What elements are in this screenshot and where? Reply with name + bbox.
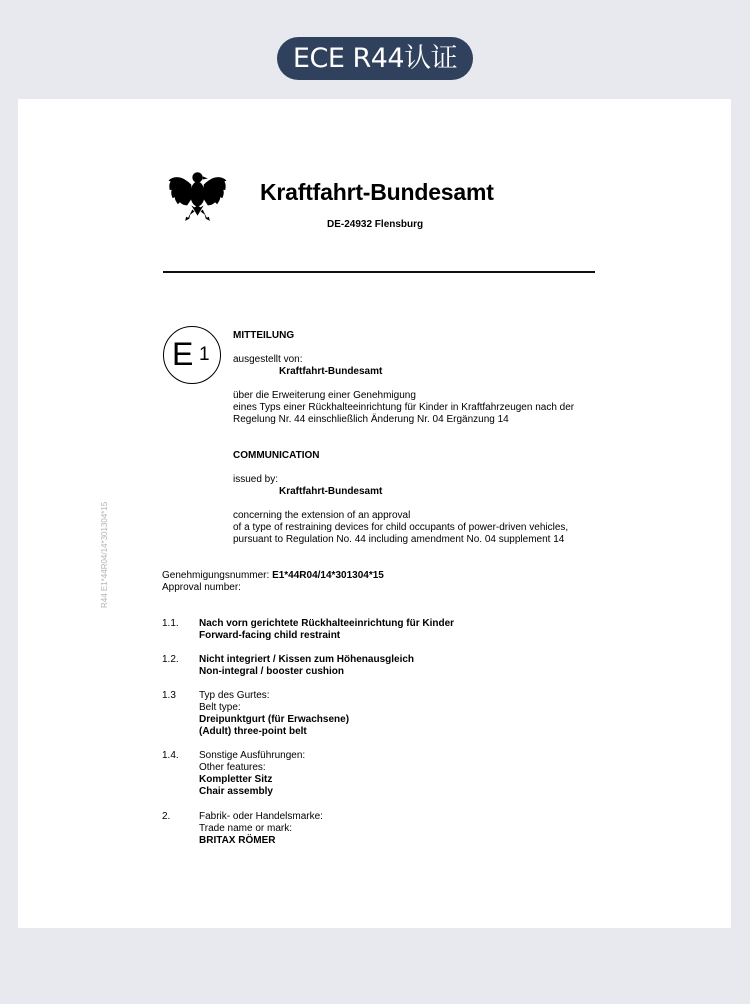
authority-title: Kraftfahrt-Bundesamt — [260, 179, 494, 205]
item-number: 1.4. — [162, 750, 179, 761]
item-number: 1.1. — [162, 618, 179, 629]
item-label-en: Trade name or mark: — [199, 823, 292, 834]
item-number: 1.3 — [162, 690, 176, 701]
e-mark-number: 1 — [199, 344, 210, 365]
item-number: 1.2. — [162, 654, 179, 665]
item-line: Nach vorn gerichtete Rückhalteeinrichtung für Kinder — [199, 618, 455, 629]
de-text-line: eines Typs einer Rückhalteeinrichtung für Kinder in Kraftfahrzeugen nach der — [233, 402, 575, 413]
item-number: 2. — [162, 811, 171, 822]
item-value: Kompletter Sitz — [199, 774, 273, 785]
en-issued-label: issued by: — [233, 474, 279, 485]
item-label-en: Other features: — [199, 762, 266, 773]
item-label-en: Belt type: — [199, 702, 241, 713]
en-text-line: of a type of restraining devices for child occupants of power-driven vehicles, — [233, 522, 569, 533]
header-divider — [163, 271, 595, 273]
en-issuer: Kraftfahrt-Bundesamt — [279, 486, 383, 497]
item-line: Non-integral / booster cushion — [199, 666, 345, 677]
item-line: Forward-facing child restraint — [199, 630, 341, 641]
approval-label-de: Genehmigungsnummer: — [162, 570, 270, 581]
item-label-de: Sonstige Ausführungen: — [199, 750, 306, 761]
item-value: BRITAX RÖMER — [199, 835, 276, 846]
de-issued-label: ausgestellt von: — [233, 354, 303, 365]
item-line: Nicht integriert / Kissen zum Höhenausgleich — [199, 654, 415, 665]
e-mark-letter: E — [172, 336, 194, 372]
approval-number-row — [162, 570, 384, 582]
item-value: (Adult) three-point belt — [199, 726, 307, 737]
de-issuer: Kraftfahrt-Bundesamt — [279, 366, 383, 377]
e-approval-mark — [163, 326, 221, 384]
item-label-de: Fabrik- oder Handelsmarke: — [199, 811, 323, 822]
de-heading: MITTEILUNG — [233, 330, 295, 341]
certification-badge: ECE R44认证 — [277, 37, 473, 80]
en-text-line: pursuant to Regulation No. 44 including amendment No. 04 supplement 14 — [233, 534, 565, 545]
approval-number: E1*44R04/14*301304*15 — [272, 570, 384, 581]
item-label-de: Typ des Gurtes: — [199, 690, 270, 701]
de-text-line: Regelung Nr. 44 einschließlich Änderung Nr. 04 Ergänzung 14 — [233, 414, 509, 425]
side-watermark: R44 E1*44R04/14*301304*15 — [100, 501, 109, 608]
item-value: Chair assembly — [199, 786, 273, 797]
en-text-line: concerning the extension of an approval — [233, 510, 411, 521]
federal-eagle-icon — [166, 164, 229, 226]
authority-address: DE-24932 Flensburg — [327, 219, 424, 230]
en-heading: COMMUNICATION — [233, 450, 320, 461]
approval-label-en: Approval number: — [162, 582, 241, 593]
certificate-document — [18, 99, 731, 928]
de-text-line: über die Erweiterung einer Genehmigung — [233, 390, 416, 401]
item-value: Dreipunktgurt (für Erwachsene) — [199, 714, 350, 725]
